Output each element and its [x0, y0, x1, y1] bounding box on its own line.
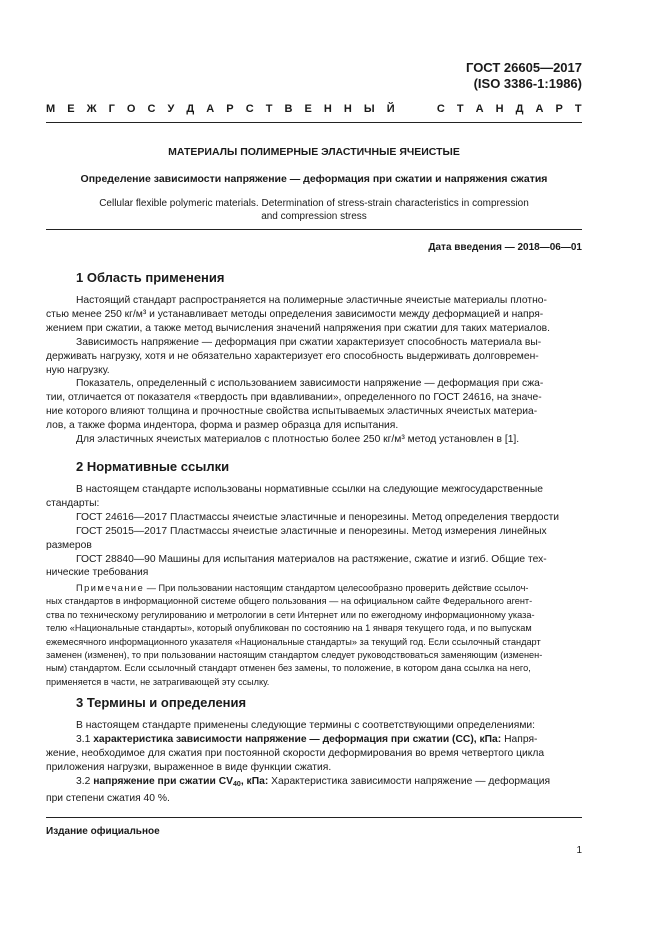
- paragraph-line: жение, необходимое для сжатия при постоянной скорости деформирования во время четвертого цикла: [46, 747, 545, 759]
- paragraph-line: стью менее 250 кг/м³ и устанавливает методы определения зависимости между деформацией и напря-: [46, 308, 544, 320]
- paragraph-line: Настоящий стандарт распространяется на полимерные эластичные ячеистые материалы плотно-: [76, 295, 547, 306]
- footer-rule: [46, 817, 582, 818]
- reference-item: ГОСТ 24616—2017 Пластмассы ячеистые эластичные и пенорезины. Метод определения твердости: [76, 511, 560, 523]
- reference-item: нические требования: [46, 567, 149, 579]
- standard-type-letter: [422, 103, 425, 115]
- note-line: телю «Национальные стандарты», который опубликован по состоянию на 1 января текущего года, и по выпускам: [46, 623, 532, 634]
- term-name: напряжение при сжатии CV: [93, 775, 234, 787]
- section1-body: [46, 294, 582, 447]
- english-title-line: and compression stress: [261, 211, 367, 222]
- note-line: ства по техническому регулированию и метрологии в сети Интернет или по ежегодному информационному указа-: [46, 609, 535, 620]
- introduction-date: Дата введения — 2018—06—01: [428, 242, 582, 253]
- paragraph-line: Показатель, определенный с использованием зависимости напряжение — деформация при сжа-: [76, 378, 544, 390]
- section-heading: 3 Термины и определения: [76, 695, 247, 710]
- standard-type-letter: Ж: [86, 103, 97, 115]
- standard-type-letter: Р: [226, 103, 234, 115]
- standard-type-letter: Е: [304, 103, 312, 115]
- reference-item: ГОСТ 25015—2017 Пластмассы ячеистые эластичные и пенорезины. Метод измерения линейных: [76, 525, 547, 537]
- standard-type-letter: Ы: [363, 103, 375, 115]
- paragraph-line: приложения нагрузки, выраженное в виде функции сжатия.: [46, 761, 332, 773]
- note-line: — При пользовании настоящим стандартом целесообразно проверить действие ссылоч-: [146, 583, 529, 593]
- paragraph-line: Зависимость напряжение — деформация при сжатии характеризует способность материала вы-: [76, 336, 542, 348]
- standard-type-letter: Е: [67, 103, 75, 115]
- english-title: [46, 197, 582, 223]
- standard-type-letter: Т: [456, 103, 464, 115]
- standard-type-letter: Т: [574, 103, 582, 115]
- section-heading: 1 Область применения: [76, 270, 225, 285]
- standard-type-letter: А: [475, 103, 484, 115]
- standard-type-letter: С: [245, 103, 254, 115]
- note-label: Примечание: [76, 583, 145, 593]
- gost-number: ГОСТ 26605—2017: [466, 60, 582, 75]
- term-name-end: , кПа:: [240, 775, 269, 787]
- standard-type-letter: С: [147, 103, 156, 115]
- standard-type-letter: О: [126, 103, 136, 115]
- standard-type-letter: Т: [265, 103, 273, 115]
- standard-type-letter: А: [206, 103, 215, 115]
- document-title: МАТЕРИАЛЫ ПОЛИМЕРНЫЕ ЭЛАСТИЧНЫЕ ЯЧЕИСТЫЕ: [168, 146, 460, 158]
- note-line: применяется в части, не затрагивающей эту ссылку.: [46, 676, 270, 687]
- standard-type-letter: А: [535, 103, 544, 115]
- note-line: заменен (изменен), то при пользовании настоящим стандартом следует руководствоваться заменяющим (изменен-: [46, 650, 543, 661]
- standard-type-letter: Д: [515, 103, 524, 115]
- term-number: 3.1: [76, 733, 91, 745]
- section3-body: [46, 719, 582, 805]
- paragraph-line: держивать нагрузку, хотя и не обязательно характеризует его способность выдерживать долговремен-: [46, 350, 539, 362]
- note-line: ных стандартов в информационной системе общего пользования — на официальном сайте Федерального агент-: [46, 596, 533, 607]
- paragraph-line: В настоящем стандарте использованы нормативные ссылки на следующие межгосударственные: [76, 484, 543, 495]
- standard-type-letter: Р: [555, 103, 563, 115]
- term-line: [46, 775, 582, 792]
- standard-type-letter: У: [167, 103, 175, 115]
- term-subscript: 40: [233, 780, 241, 788]
- standard-type-letter: [407, 103, 410, 115]
- standard-type-label: [46, 103, 582, 115]
- standard-type-letter: Й: [386, 103, 395, 115]
- english-title-line: Cellular flexible polymeric materials. Determination of stress-strain characteristics in compression: [99, 198, 529, 209]
- paragraph-line: Для эластичных ячеистых материалов с плотностью более 250 кг/м³ метод установлен в [1].: [76, 434, 520, 446]
- term-line: [46, 733, 582, 747]
- paragraph-line: ную нагрузку.: [46, 364, 110, 376]
- note-line: ежемесячного информационного указателя «Национальные стандарты» за текущий год. Если ссылочный стандарт: [46, 636, 541, 647]
- standard-type-letter: С: [436, 103, 445, 115]
- standard-type-letter: Н: [495, 103, 504, 115]
- header-rule: [46, 122, 582, 123]
- page-number: 1: [576, 845, 582, 856]
- standard-type-letter: Г: [108, 103, 115, 115]
- term-definition: Напря-: [504, 733, 538, 745]
- term-definition: Характеристика зависимости напряжение — деформация: [271, 775, 551, 787]
- term-number: 3.2: [76, 775, 91, 787]
- paragraph-line: жением при сжатии, а также метод вычисления значений напряжения при сжатии для таких материалов.: [46, 322, 551, 334]
- reference-item: размеров: [46, 539, 92, 551]
- paragraph-line: В настоящем стандарте применены следующие термины с соответствующими определениями:: [76, 720, 536, 731]
- document-subtitle: Определение зависимости напряжение — деформация при сжатии и напряжения сжатия: [80, 173, 548, 185]
- standard-type-letter: Н: [323, 103, 332, 115]
- paragraph-line: лов, а также форма индентора, форма и размер образца для испытания.: [46, 420, 399, 432]
- term-name: характеристика зависимости напряжение — деформация при сжатии (СС), кПа:: [93, 733, 502, 745]
- paragraph-line: стандарты:: [46, 497, 100, 509]
- note-block: [46, 582, 582, 689]
- section-heading: 2 Нормативные ссылки: [76, 459, 230, 474]
- section2-body: [46, 483, 582, 580]
- paragraph-line: тии, отличается от показателя «твердость при вдавливании», определенного по ГОСТ 24616, на значе-: [46, 392, 542, 404]
- edition-label: Издание официальное: [46, 826, 160, 837]
- standard-type-letter: Д: [186, 103, 195, 115]
- gost-header: [400, 60, 582, 92]
- paragraph-line: при степени сжатия 40 %.: [46, 792, 170, 804]
- iso-number: (ISO 3386-1:1986): [473, 76, 582, 91]
- reference-item: ГОСТ 28840—90 Машины для испытания материалов на растяжение, сжатие и изгиб. Общие тех-: [76, 553, 547, 565]
- title-rule: [46, 229, 582, 230]
- paragraph-line: ние которого влияют толщина и прочностные свойства испытываемых эластичных ячеистых материа-: [46, 406, 538, 418]
- note-line: ным) стандартом. Если ссылочный стандарт отменен без замены, то положение, в котором дана ссылка на него,: [46, 663, 531, 674]
- standard-type-letter: Н: [343, 103, 352, 115]
- standard-type-letter: М: [46, 103, 56, 115]
- standard-type-letter: В: [284, 103, 293, 115]
